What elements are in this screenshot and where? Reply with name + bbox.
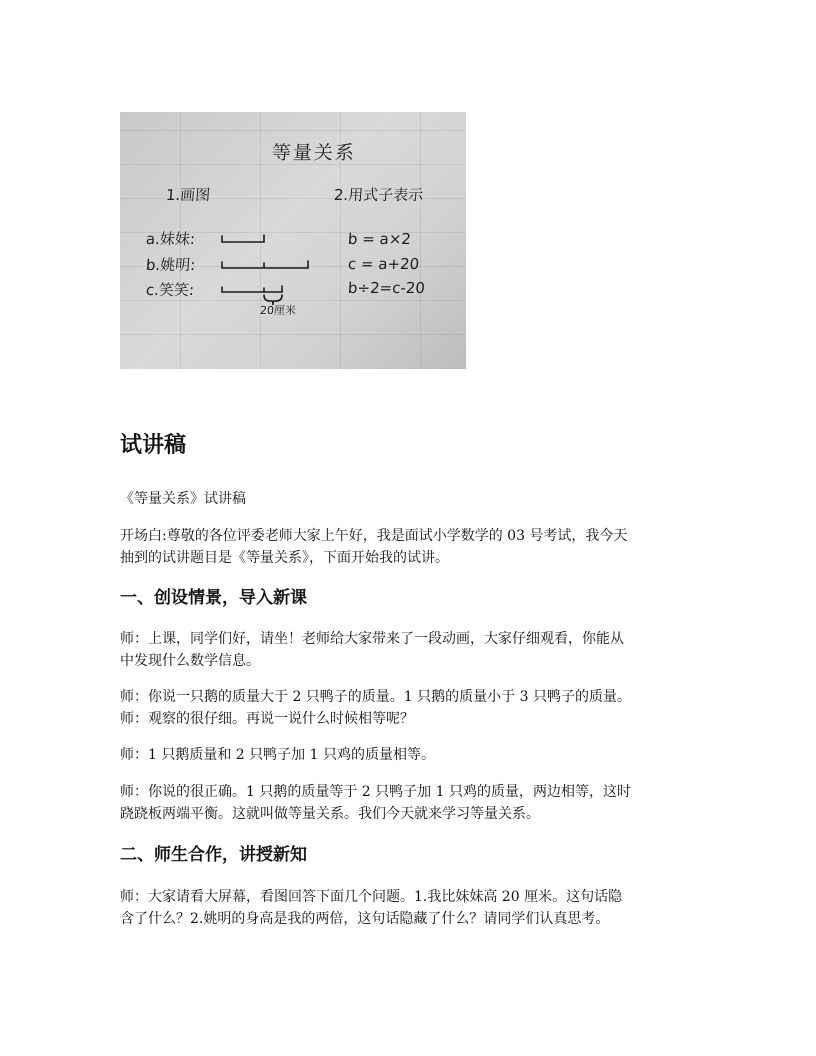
photo-title: 等量关系 bbox=[271, 142, 357, 164]
segment-xiaoxiao bbox=[222, 286, 282, 292]
segment-diagram bbox=[120, 112, 466, 369]
photo-annotation-20cm: 20厘米 bbox=[259, 304, 297, 317]
photo-label-xiaoxiao: c.笑笑: bbox=[145, 281, 195, 299]
photo-section-equation: 2.用式子表示 bbox=[333, 186, 424, 204]
photo-label-sister: a.妹妹: bbox=[145, 230, 196, 248]
paragraph-5: 师：大家请看大屏幕，看图回答下面几个问题。1.我比妹妹高 20 厘米。这句话隐 含了什么？2.姚明的身高是我的两倍，这句话隐藏了什么？请同学们认真思考。 bbox=[120, 889, 623, 927]
segment-sister bbox=[222, 235, 264, 242]
photo-label-yaoming: b.姚明: bbox=[145, 256, 196, 274]
section-heading-1: 一、创设情景，导入新课 bbox=[120, 588, 307, 608]
paragraph-1: 师：上课，同学们好，请坐！老师给大家带来了一段动画，大家仔细观看，你能从 中发现什么数学信息。 bbox=[120, 631, 624, 669]
notebook-photo bbox=[120, 112, 466, 369]
section-heading-2: 二、师生合作，讲授新知 bbox=[120, 845, 307, 865]
paragraph-4: 师：你说的很正确。1 只鹅的质量等于 2 只鸭子加 1 只鸡的质量，两边相等，这时 跷跷板两端平衡。这就叫做等量关系。我们今天就来学习等量关系。 bbox=[120, 784, 631, 822]
photo-equation-2: c = a+20 bbox=[347, 255, 420, 273]
paragraph-3: 师：1 只鹅质量和 2 只鸭子加 1 只鸡的质量相等。 bbox=[120, 747, 435, 763]
document-subtitle: 《等量关系》试讲稿 bbox=[120, 491, 246, 507]
photo-section-draw: 1.画图 bbox=[165, 186, 211, 204]
photo-equation-3: b÷2=c-20 bbox=[347, 279, 426, 297]
paragraph-2: 师：你说一只鹅的质量大于 2 只鸭子的质量。1 只鹅的质量小于 3 只鸭子的质量。 师：观察的很仔细。再说一说什么时候相等呢？ bbox=[120, 689, 631, 727]
document-title: 试讲稿 bbox=[120, 433, 187, 458]
segment-yaoming bbox=[222, 261, 308, 268]
photo-equation-1: b = a×2 bbox=[347, 230, 412, 248]
intro-paragraph: 开场白:尊敬的各位评委老师大家上午好，我是面试小学数学的 03 号考试，我今天 抽到的试讲题目是《等量关系》，下面开始我的试讲。 bbox=[120, 528, 628, 566]
